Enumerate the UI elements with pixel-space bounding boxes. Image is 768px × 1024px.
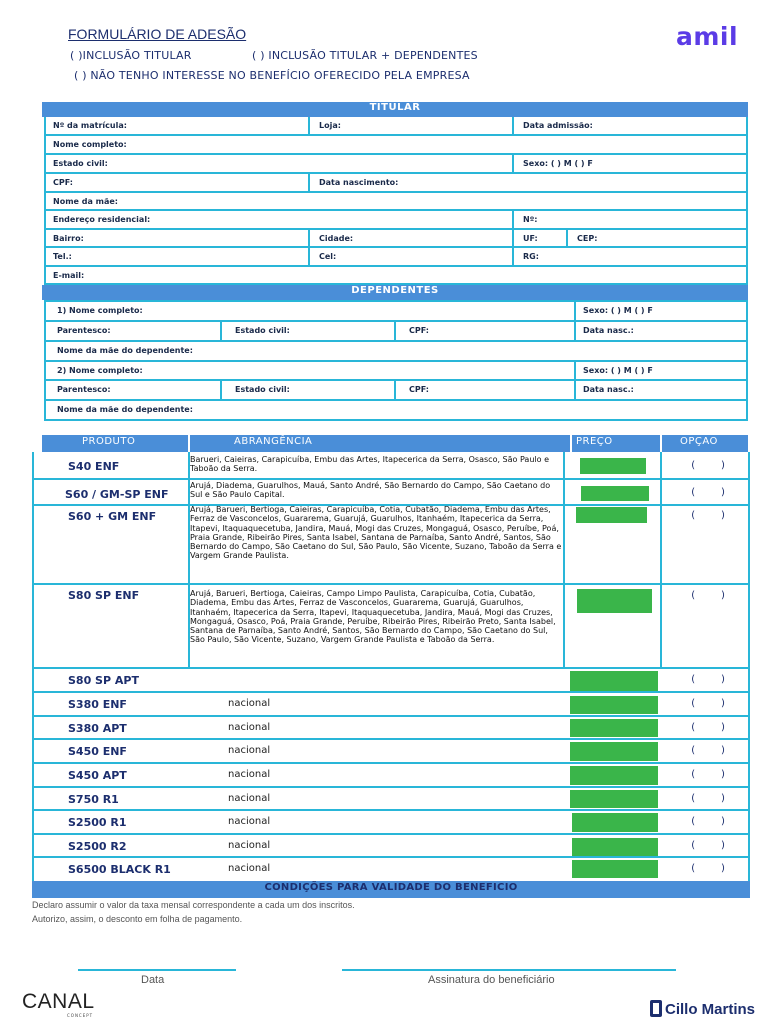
product-name: S6500 BLACK R1 xyxy=(68,863,171,876)
condicoes-band: CONDIÇÕES PARA VALIDADE DO BENEFICIO xyxy=(32,881,750,898)
field-tel[interactable]: Tel.: xyxy=(53,252,72,261)
form-title: FORMULÁRIO DE ADESÃO xyxy=(68,26,247,42)
col-opcao: OPÇAO xyxy=(680,436,718,447)
product-name: S380 ENF xyxy=(68,698,127,711)
field-cpf[interactable]: CPF: xyxy=(53,178,73,187)
option-checkbox[interactable]: ( ) xyxy=(690,698,727,709)
dep1-parentesco[interactable]: Parentesco: xyxy=(57,326,111,335)
dep1-estado-civil[interactable]: Estado civil: xyxy=(235,326,290,335)
option-checkbox[interactable]: ( ) xyxy=(690,840,727,851)
data-signature-line[interactable] xyxy=(78,969,236,971)
field-cel[interactable]: Cel: xyxy=(319,252,337,261)
price-cell xyxy=(576,507,647,523)
price-cell xyxy=(570,742,658,761)
beneficiario-signature-line[interactable] xyxy=(342,969,676,971)
product-abrangencia: nacional xyxy=(228,816,271,827)
option-checkbox[interactable]: ( ) xyxy=(690,460,727,471)
product-row xyxy=(32,693,750,717)
product-abrangencia: Arujá, Barueri, Bertioga, Caieiras, Carapicuíba, Cotia, Cubatão, Diadema, Embu das Artes, Ferraz de Vasconcelos, Guararema, Guarujá, Guarulhos, Itanhaém, Itapecerica da Serra, Itapevi, Itaquaquecetuba, Jandira, Mauá, Mogi das Cruzes, Mongaguá, Osasco, Peruíbe, Poá, Praia Grande, Ribeirão Pires, Santa Isabel, Santana de Parnaíba, Santo André, Santos, São Bernardo do Campo, São Caetano do Sul, São Paulo, São Vicente, Suzano, Taboão da Serra e Vargem Grande Paulista. xyxy=(190,505,562,561)
field-nome-completo[interactable]: Nome completo: xyxy=(53,140,127,149)
product-name: S380 APT xyxy=(68,722,127,735)
option-checkbox[interactable]: ( ) xyxy=(690,487,727,498)
product-name: S60 / GM-SP ENF xyxy=(65,488,169,501)
product-abrangencia: nacional xyxy=(228,840,271,851)
price-cell xyxy=(572,838,658,856)
dep2-parentesco[interactable]: Parentesco: xyxy=(57,385,111,394)
titular-section xyxy=(44,117,748,285)
dep2-nome-mae[interactable]: Nome da mãe do dependente: xyxy=(57,405,193,414)
field-rg[interactable]: RG: xyxy=(523,252,539,261)
product-row xyxy=(32,506,750,585)
product-name: S750 R1 xyxy=(68,793,119,806)
field-sexo[interactable]: Sexo: ( ) M ( ) F xyxy=(523,159,593,168)
field-uf[interactable]: UF: xyxy=(523,234,538,243)
product-name: S2500 R2 xyxy=(68,840,127,853)
dep2-data-nasc[interactable]: Data nasc.: xyxy=(583,385,634,394)
data-label: Data xyxy=(141,974,165,986)
product-abrangencia: nacional xyxy=(228,722,271,733)
product-row xyxy=(32,452,750,480)
dep1-sexo[interactable]: Sexo: ( ) M ( ) F xyxy=(583,306,653,315)
cillo-logo-text: Cillo Martins xyxy=(665,1001,756,1018)
product-abrangencia: nacional xyxy=(228,863,271,874)
beneficiario-label: Assinatura do beneficiário xyxy=(428,974,555,986)
field-cep[interactable]: CEP: xyxy=(577,234,598,243)
price-cell xyxy=(581,486,649,501)
cillo-martins-logo xyxy=(650,1000,755,1018)
dep1-nome-mae[interactable]: Nome da mãe do dependente: xyxy=(57,346,193,355)
product-row xyxy=(32,480,750,506)
option-checkbox[interactable]: ( ) xyxy=(690,863,727,874)
product-row xyxy=(32,764,750,788)
product-name: S2500 R1 xyxy=(68,816,127,829)
price-cell xyxy=(570,696,658,714)
price-cell xyxy=(570,719,658,737)
product-name: S80 SP APT xyxy=(68,674,139,687)
field-nome-mae[interactable]: Nome da mãe: xyxy=(53,197,119,206)
condicoes-line-2: Autorizo, assim, o desconto em folha de pagamento. xyxy=(32,914,243,924)
product-row xyxy=(32,788,750,811)
product-abrangencia: nacional xyxy=(228,698,271,709)
option-checkbox[interactable]: ( ) xyxy=(690,745,727,756)
amil-logo: amil xyxy=(676,22,739,51)
product-name: S450 ENF xyxy=(68,745,127,758)
field-admissao[interactable]: Data admissão: xyxy=(523,121,593,130)
dep2-estado-civil[interactable]: Estado civil: xyxy=(235,385,290,394)
field-email[interactable]: E-mail: xyxy=(53,271,85,280)
dependentes-band: DEPENDENTES xyxy=(42,285,748,300)
col-preco: PREÇO xyxy=(576,436,613,447)
price-cell xyxy=(577,589,652,613)
product-name: S450 APT xyxy=(68,769,127,782)
product-name: S40 ENF xyxy=(68,460,120,473)
col-abrangencia: ABRANGÊNCIA xyxy=(234,436,313,447)
price-cell xyxy=(570,766,658,785)
option-checkbox[interactable]: ( ) xyxy=(690,510,727,521)
option-checkbox[interactable]: ( ) xyxy=(690,590,727,601)
product-row xyxy=(32,585,750,669)
product-abrangencia: Barueri, Caieiras, Carapicuíba, Embu das Artes, Itapecerica da Serra, Osasco, São Paulo e Taboão da Serra. xyxy=(190,455,549,474)
option-sem-interesse[interactable]: ( ) NÃO TENHO INTERESSE NO BENEFÍCIO OFERECIDO PELA EMPRESA xyxy=(74,69,470,82)
condicoes-line-1: Declaro assumir o valor da taxa mensal correspondente a cada um dos inscritos. xyxy=(32,900,355,910)
product-row xyxy=(32,717,750,740)
price-cell xyxy=(572,813,658,832)
field-endereco[interactable]: Endereço residencial: xyxy=(53,215,151,224)
option-checkbox[interactable]: ( ) xyxy=(690,722,727,733)
field-data-nascimento[interactable]: Data nascimento: xyxy=(319,178,399,187)
price-cell xyxy=(572,860,658,878)
dep2-cpf[interactable]: CPF: xyxy=(409,385,429,394)
dep1-cpf[interactable]: CPF: xyxy=(409,326,429,335)
price-cell xyxy=(570,671,658,691)
field-bairro[interactable]: Bairro: xyxy=(53,234,84,243)
dependentes-section xyxy=(44,300,748,421)
canal-logo: CANAL xyxy=(22,990,95,1013)
field-numero[interactable]: Nº: xyxy=(523,215,538,224)
field-loja[interactable]: Loja: xyxy=(319,121,341,130)
col-produto: PRODUTO xyxy=(82,436,136,447)
product-name: S60 + GM ENF xyxy=(68,510,157,523)
product-name: S80 SP ENF xyxy=(68,589,140,602)
field-cidade[interactable]: Cidade: xyxy=(319,234,354,243)
dep1-data-nasc[interactable]: Data nasc.: xyxy=(583,326,634,335)
field-matricula[interactable]: Nº da matrícula: xyxy=(53,121,127,130)
product-row xyxy=(32,669,750,693)
product-abrangencia: Arujá, Diadema, Guarulhos, Mauá, Santo André, São Bernardo do Campo, São Caetano do Sul e São Paulo Capital. xyxy=(190,481,551,500)
price-cell xyxy=(580,458,646,474)
product-row xyxy=(32,858,750,881)
product-abrangencia: Arujá, Barueri, Bertioga, Caieiras, Campo Limpo Paulista, Carapicuíba, Cotia, Cubatão, Diadema, Embu das Artes, Ferraz de Vasconcelos, Guararema, Guarujá, Guarulhos, Itanhaém, Itapecerica da Serra, Itapevi, Itaquaquecetuba, Jandira, Mauá, Mogi das Cruzes, Mongaguá, Osasco, Poá, Praia Grande, Peruíbe, Ribeirão Pires, Ribeirão Preto, Santa Isabel, Santana de Parnaíba, Santo André, Santos, São Bernardo do Campo, São Caetano do Sul, São Paulo, São Vicente, Suzano, Vargem Grande Paulista e Taboão da Serra. xyxy=(190,589,556,645)
cillo-icon xyxy=(650,1000,662,1017)
option-checkbox[interactable]: ( ) xyxy=(690,674,727,685)
dep1-nome[interactable]: 1) Nome completo: xyxy=(57,306,143,315)
products-header xyxy=(42,435,748,452)
option-checkbox[interactable]: ( ) xyxy=(690,816,727,827)
product-abrangencia: nacional xyxy=(228,769,271,780)
option-checkbox[interactable]: ( ) xyxy=(690,769,727,780)
product-row xyxy=(32,811,750,835)
canal-logo-sub: CONCEPT xyxy=(67,1013,94,1018)
titular-band: TITULAR xyxy=(42,102,748,117)
product-abrangencia: nacional xyxy=(228,793,271,804)
option-inclusao-titular[interactable]: ( )INCLUSÃO TITULAR xyxy=(70,49,192,62)
product-row xyxy=(32,835,750,858)
price-cell xyxy=(570,790,658,808)
option-checkbox[interactable]: ( ) xyxy=(690,793,727,804)
dep2-nome[interactable]: 2) Nome completo: xyxy=(57,366,143,375)
dep2-sexo[interactable]: Sexo: ( ) M ( ) F xyxy=(583,366,653,375)
option-titular-dependentes[interactable]: ( ) INCLUSÃO TITULAR + DEPENDENTES xyxy=(252,49,478,62)
product-row xyxy=(32,740,750,764)
field-estado-civil[interactable]: Estado civil: xyxy=(53,159,108,168)
product-abrangencia: nacional xyxy=(228,745,271,756)
